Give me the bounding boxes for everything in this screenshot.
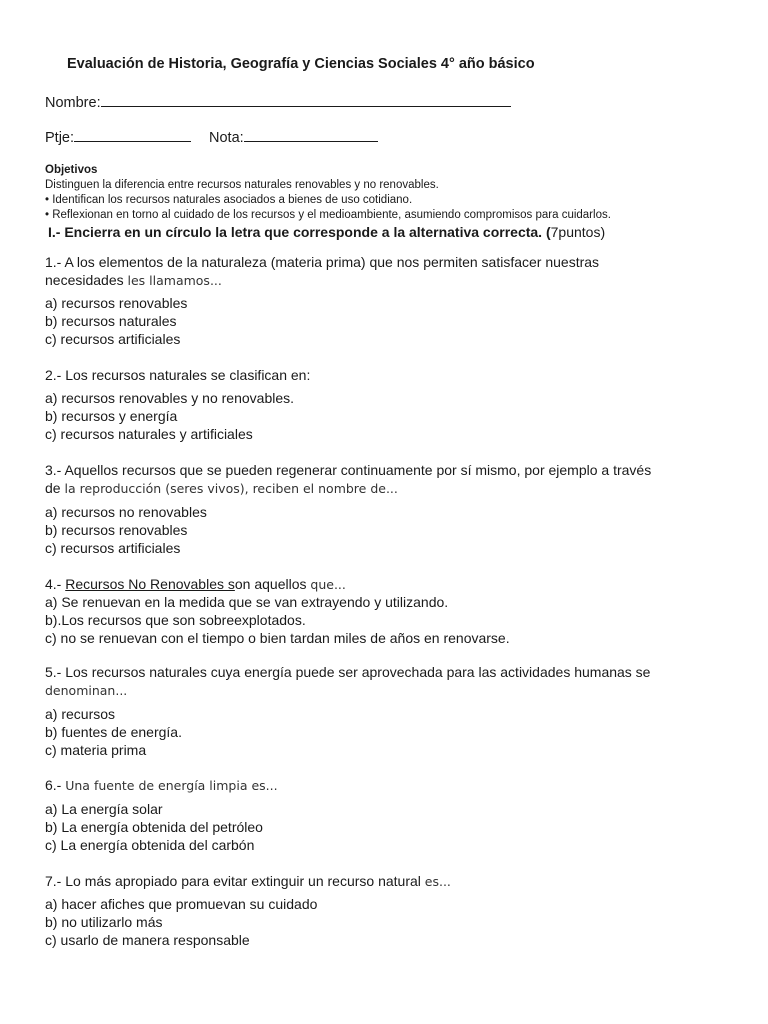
question-text-part: 4.- bbox=[45, 576, 66, 592]
objectives-section bbox=[45, 163, 611, 223]
option-c[interactable]: c) materia prima bbox=[45, 742, 147, 758]
question-text-part: on aquellos bbox=[234, 576, 311, 592]
question-7-options bbox=[45, 895, 317, 949]
exam-title: Evaluación de Historia, Geografía y Ciencias Sociales 4° año básico bbox=[67, 56, 535, 72]
question-text-part: Una fuente de energía limpia es... bbox=[65, 778, 278, 793]
question-text: 3.- Aquellos recursos que se pueden regenerar continuamente por sí mismo, por ejemplo a través bbox=[45, 462, 652, 478]
question-text-part: 6.- bbox=[45, 777, 66, 793]
question-4-options bbox=[45, 593, 510, 647]
question-6 bbox=[45, 776, 278, 795]
objective-item: • Reflexionan en torno al cuidado de los recursos y el medioambiente, asumiendo compromisos para cuidarlos. bbox=[45, 209, 611, 221]
option-c[interactable]: c) usarlo de manera responsable bbox=[45, 932, 250, 948]
question-text bbox=[45, 271, 599, 290]
question-3 bbox=[45, 461, 651, 498]
question-text bbox=[45, 479, 651, 498]
option-a[interactable]: a) Se renuevan en la medida que se van extrayendo y utilizando. bbox=[45, 594, 449, 610]
section-instruction bbox=[48, 224, 605, 240]
question-text-underlined: Recursos No Renovables s bbox=[65, 576, 235, 592]
question-text: 5.- Los recursos naturales cuya energía puede ser aprovechada para las actividades humanas se bbox=[45, 664, 651, 680]
question-text bbox=[45, 872, 451, 891]
question-1 bbox=[45, 253, 599, 290]
question-text: 2.- Los recursos naturales se clasifican en: bbox=[45, 367, 311, 383]
ptje-label: Ptje: bbox=[45, 130, 75, 146]
nombre-label: Nombre: bbox=[45, 95, 101, 111]
question-text-part: de bbox=[45, 480, 65, 496]
question-text bbox=[45, 681, 650, 700]
option-a[interactable]: a) recursos no renovables bbox=[45, 504, 207, 520]
instruction-text: I.- Encierra en un círculo la letra que corresponde a la alternativa correcta. ( bbox=[48, 224, 551, 240]
nombre-blank[interactable] bbox=[101, 93, 511, 107]
question-2 bbox=[45, 366, 310, 384]
question-text-part: 7.- Lo más apropiado para evitar extinguir un recurso natural bbox=[45, 873, 425, 889]
nota-field bbox=[209, 128, 378, 146]
option-b[interactable]: b) recursos y energía bbox=[45, 408, 178, 424]
objective-item: • Identifican los recursos naturales asociados a bienes de uso cotidiano. bbox=[45, 194, 413, 206]
question-5-options bbox=[45, 705, 182, 759]
nota-label: Nota: bbox=[209, 130, 244, 146]
ptje-field bbox=[45, 128, 191, 146]
objective-item: Distinguen la diferencia entre recursos naturales renovables y no renovables. bbox=[45, 179, 439, 191]
instruction-points: 7puntos) bbox=[550, 224, 606, 240]
question-4 bbox=[45, 575, 346, 594]
question-text-part: la reproducción (seres vivos), reciben el nombre de... bbox=[64, 481, 398, 496]
option-a[interactable]: a) hacer afiches que promuevan su cuidado bbox=[45, 896, 318, 912]
question-6-options bbox=[45, 800, 263, 854]
question-text-part: que... bbox=[310, 577, 346, 592]
question-text-part: denominan... bbox=[45, 683, 128, 698]
question-text bbox=[45, 575, 346, 594]
option-b[interactable]: b) La energía obtenida del petróleo bbox=[45, 819, 263, 835]
option-b[interactable]: b) recursos renovables bbox=[45, 522, 188, 538]
question-text-part: les llamamos... bbox=[127, 273, 222, 288]
option-a[interactable]: a) La energía solar bbox=[45, 801, 163, 817]
question-5 bbox=[45, 663, 650, 700]
option-b[interactable]: b) recursos naturales bbox=[45, 313, 177, 329]
question-2-options bbox=[45, 389, 294, 443]
question-3-options bbox=[45, 503, 207, 557]
ptje-blank[interactable] bbox=[74, 128, 191, 142]
objectives-heading: Objetivos bbox=[45, 164, 98, 176]
option-c[interactable]: c) no se renuevan con el tiempo o bien tardan miles de años en renovarse. bbox=[45, 630, 510, 646]
option-c[interactable]: c) La energía obtenida del carbón bbox=[45, 837, 255, 853]
option-b[interactable]: b).Los recursos que son sobreexplotados. bbox=[45, 612, 306, 628]
option-c[interactable]: c) recursos artificiales bbox=[45, 331, 181, 347]
nota-blank[interactable] bbox=[244, 128, 378, 142]
question-text-part: necesidades bbox=[45, 272, 128, 288]
question-text-part: es... bbox=[424, 874, 451, 889]
option-a[interactable]: a) recursos renovables y no renovables. bbox=[45, 390, 295, 406]
question-text bbox=[45, 776, 278, 795]
option-c[interactable]: c) recursos naturales y artificiales bbox=[45, 426, 253, 442]
option-c[interactable]: c) recursos artificiales bbox=[45, 540, 181, 556]
option-b[interactable]: b) no utilizarlo más bbox=[45, 914, 163, 930]
question-7 bbox=[45, 872, 451, 891]
option-a[interactable]: a) recursos bbox=[45, 706, 116, 722]
question-1-options bbox=[45, 294, 187, 348]
question-text: 1.- A los elementos de la naturaleza (materia prima) que nos permiten satisfacer nuestras bbox=[45, 254, 600, 270]
nombre-field bbox=[45, 93, 511, 111]
option-b[interactable]: b) fuentes de energía. bbox=[45, 724, 182, 740]
option-a[interactable]: a) recursos renovables bbox=[45, 295, 188, 311]
